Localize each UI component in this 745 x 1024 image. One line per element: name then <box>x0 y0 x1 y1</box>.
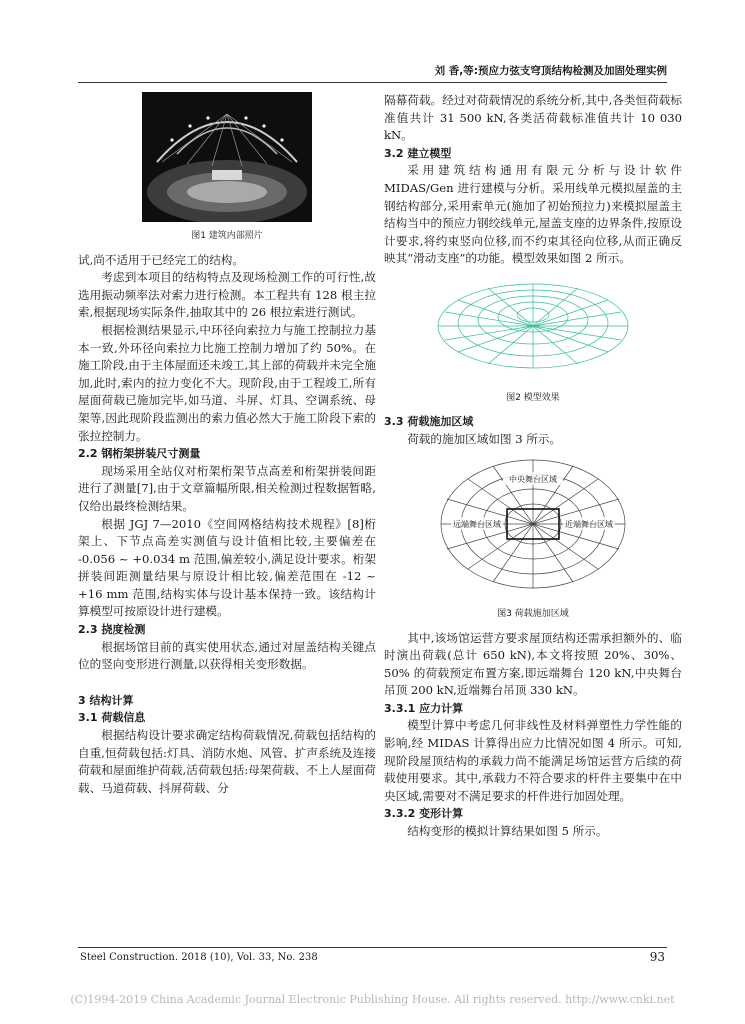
left-column <box>78 92 376 797</box>
figure-2 <box>384 268 682 407</box>
figure-3 <box>384 454 682 623</box>
paragraph: 考虑到本项目的结构特点及现场检测工作的可行性,故选用振动频率法对索力进行检测。本工程共有 128 根主拉索,根据现场实际条件,抽取其中的 26 根拉索进行测试。 <box>78 270 376 320</box>
journal-citation: Steel Construction. 2018 (10), Vol. 33, No. 238 <box>80 952 318 963</box>
paragraph: 其中,该场馆运营方要求屋顶结构还需承担额外的、临时演出荷载(总计 650 kN),本文将按照 20%、30%、50% 的荷载预定布置方案,即远端舞台 120 kN,中央舞台吊顶 200 kN,近端舞台吊顶 330 kN。 <box>384 630 682 698</box>
section-heading-3-2: 3.2 建立模型 <box>384 146 452 160</box>
running-header: 刘 香,等:预应力弦支穹顶结构检测及加固处理实例 <box>434 65 667 77</box>
model-wireframe-image <box>433 268 633 378</box>
right-column <box>384 92 682 841</box>
section-heading-3: 3 结构计算 <box>78 693 134 707</box>
paragraph: 试,尚不适用于已经完工的结构。 <box>78 252 244 267</box>
section-heading-3-3-1: 3.3.1 应力计算 <box>384 701 464 715</box>
section-heading-2-3: 2.3 挠度检测 <box>78 623 146 637</box>
figure-1-caption: 图1 建筑内部照片 <box>191 231 263 241</box>
region-label-near: 近端舞台区域 <box>565 520 613 530</box>
paragraph: 采用建筑结构通用有限元分析与设计软件 MIDAS/Gen 进行建模与分析。采用线单元模拟屋盖的主钢结构部分,采用索单元(施加了初始预拉力)来模拟屋盖主结构当中的预应力钢绞线单元,屋盖支座的边界条件,按原设计要求,将约束竖向位移,而不约束其径向位移,从而正确反映其“滑动支座”的功能。模型效果如图 2 所示。 <box>384 163 682 266</box>
paragraph: 现场采用全站仪对桁架桁架节点高差和桁架拼装间距进行了测量[7],由于文章篇幅所限,相关检测过程数据暂略,仅给出最终检测结果。 <box>78 463 376 513</box>
load-region-plan-image <box>433 454 633 594</box>
paragraph: 模型计算中考虑几何非线性及材料弹塑性力学性能的影响,经 MIDAS 计算得出应力比情况如图 4 所示。可知,现阶段屋顶结构的承载力尚不能满足场馆运营方后续的荷载使用要求。其中,承载力不符合要求的杆件主要集中在中央区域,需要对不满足要求的杆件进行加固处理。 <box>384 718 682 803</box>
region-label-far: 远端舞台区域 <box>453 520 501 530</box>
section-heading-3-3: 3.3 荷载施加区域 <box>384 415 474 429</box>
figure-2-caption: 图2 模型效果 <box>506 392 560 403</box>
paragraph: 荷载的施加区域如图 3 所示。 <box>407 431 562 446</box>
footer-rule <box>78 947 667 948</box>
figure-1 <box>78 92 376 246</box>
paragraph: 根据场馆目前的真实使用状态,通过对屋盖结构关键点位的竖向变形进行测量,以获得相关变形数据。 <box>78 639 376 672</box>
section-heading-3-3-2: 3.3.2 变形计算 <box>384 807 464 821</box>
copyright-watermark: (C)1994-2019 China Academic Journal Electronic Publishing House. All rights reserved. http://www.cnki.net <box>70 993 675 1006</box>
section-heading-3-1: 3.1 荷载信息 <box>78 711 146 725</box>
section-heading-2-2: 2.2 钢桁架拼装尺寸测量 <box>78 447 201 461</box>
region-label-central: 中央舞台区域 <box>509 475 557 485</box>
paragraph: 根据结构设计要求确定结构荷载情况,荷载包括结构的自重,恒荷载包括:灯具、消防水炮、风管、扩声系统及连接荷载和屋面维护荷载,活荷载包括:母架荷载、不上人屋面荷载、马道荷载、抖屏荷载、分 <box>78 728 376 795</box>
paragraph: 隔幕荷载。经过对荷载情况的系统分析,其中,各类恒荷载标准值共计 31 500 kN,各类活荷载标准值共计 10 030 kN。 <box>384 93 682 143</box>
paragraph: 根据检测结果显示,中环径向索拉力与施工控制拉力基本一致,外环径向索拉力比施工控制力增加了约 50%。在施工阶段,由于主体屋面还未竣工,其上部的荷载并未完全施加,此时,索内的拉力变化不大。现阶段,由于工程竣工,所有屋面荷载已施加完毕,如马道、斗屏、灯具、空调系统、母架等,因此现阶段监测出的索力值必然大于施工阶段下索的张拉控制力。 <box>78 322 376 443</box>
paragraph: 结构变形的模拟计算结果如图 5 所示。 <box>407 824 608 839</box>
header-rule <box>78 82 667 83</box>
paragraph: 根据 JGJ 7—2010《空间网格结构技术规程》[8]桁架上、下节点高差实测值与设计值相比较,主要偏差在 -0.056 ~ +0.034 m 范围,偏差较小,满足设计要求。桁架拼装间距测量结果与原设计相比较,偏差范围在 -12 ~ +16 mm 范围,结构实体与设计基本保持一致。该结构计算模型可按原设计进行建模。 <box>78 516 376 619</box>
figure-3-caption: 图3 荷载施加区域 <box>497 608 569 619</box>
stadium-interior-photo <box>142 92 312 222</box>
page-number: 93 <box>649 950 665 964</box>
